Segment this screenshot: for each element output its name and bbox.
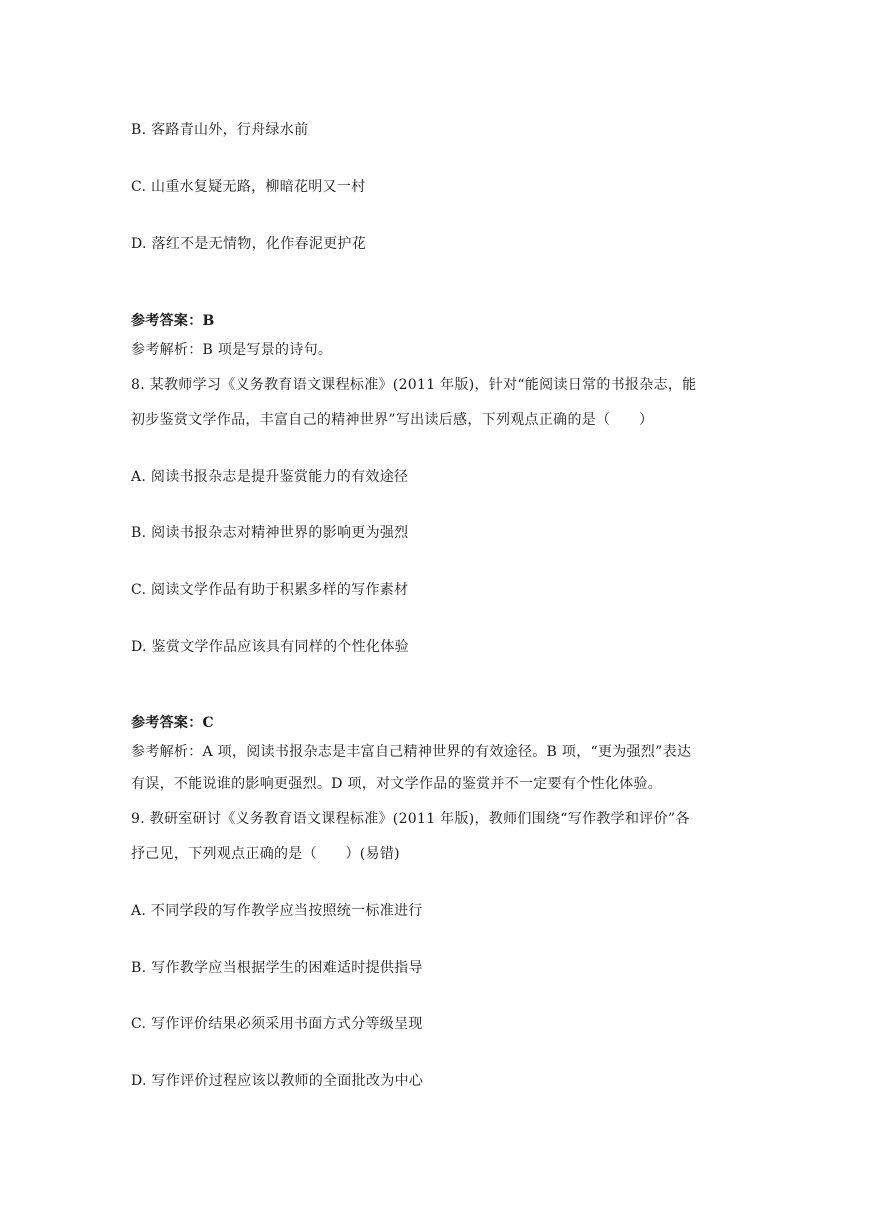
q9-stem-line-2: 抒己见，下列观点正确的是（ ）(易错) <box>131 846 400 862</box>
q9-option-b: B. 写作教学应当根据学生的困难适时提供指导 <box>131 960 423 976</box>
q8-option-d: D. 鉴赏文学作品应该具有同样的个性化体验 <box>131 639 409 655</box>
q9-option-c: C. 写作评价结果必须采用书面方式分等级呈现 <box>131 1016 423 1032</box>
q8-option-b: B. 阅读书报杂志对精神世界的影响更为强烈 <box>131 525 409 541</box>
q7-option-c: C. 山重水复疑无路，柳暗花明又一村 <box>131 179 366 195</box>
q8-analysis-line-1: 参考解析：A 项，阅读书报杂志是丰富自己精神世界的有效途径。B 项，“更为强烈”表达 <box>131 744 692 760</box>
q7-option-b: B. 客路青山外，行舟绿水前 <box>131 122 309 138</box>
q8-option-a: A. 阅读书报杂志是提升鉴赏能力的有效途径 <box>131 469 409 485</box>
q8-stem-line-2: 初步鉴赏文学作品，丰富自己的精神世界”写出读后感，下列观点正确的是（ ） <box>131 412 654 428</box>
q9-option-a: A. 不同学段的写作教学应当按照统一标准进行 <box>131 903 423 919</box>
q9-stem-line-1: 9. 教研室研讨《义务教育语文课程标准》(2011 年版)，教师们围绕“写作教学和评价”各 <box>131 811 690 827</box>
q7-analysis: 参考解析：B 项是写景的诗句。 <box>131 342 333 358</box>
q8-analysis-line-2: 有误，不能说谁的影响更强烈。D 项，对文学作品的鉴赏并不一定要有个性化体验。 <box>131 776 663 792</box>
q8-answer: 参考答案：C <box>131 715 214 731</box>
q8-stem-line-1: 8. 某教师学习《义务教育语文课程标准》(2011 年版)，针对“能阅读日常的书报杂志，能 <box>131 377 697 393</box>
q7-option-d: D. 落红不是无情物，化作春泥更护花 <box>131 236 367 252</box>
q7-answer: 参考答案：B <box>131 313 215 329</box>
q8-option-c: C. 阅读文学作品有助于积累多样的写作素材 <box>131 582 409 598</box>
q9-option-d: D. 写作评价过程应该以教师的全面批改为中心 <box>131 1073 424 1089</box>
